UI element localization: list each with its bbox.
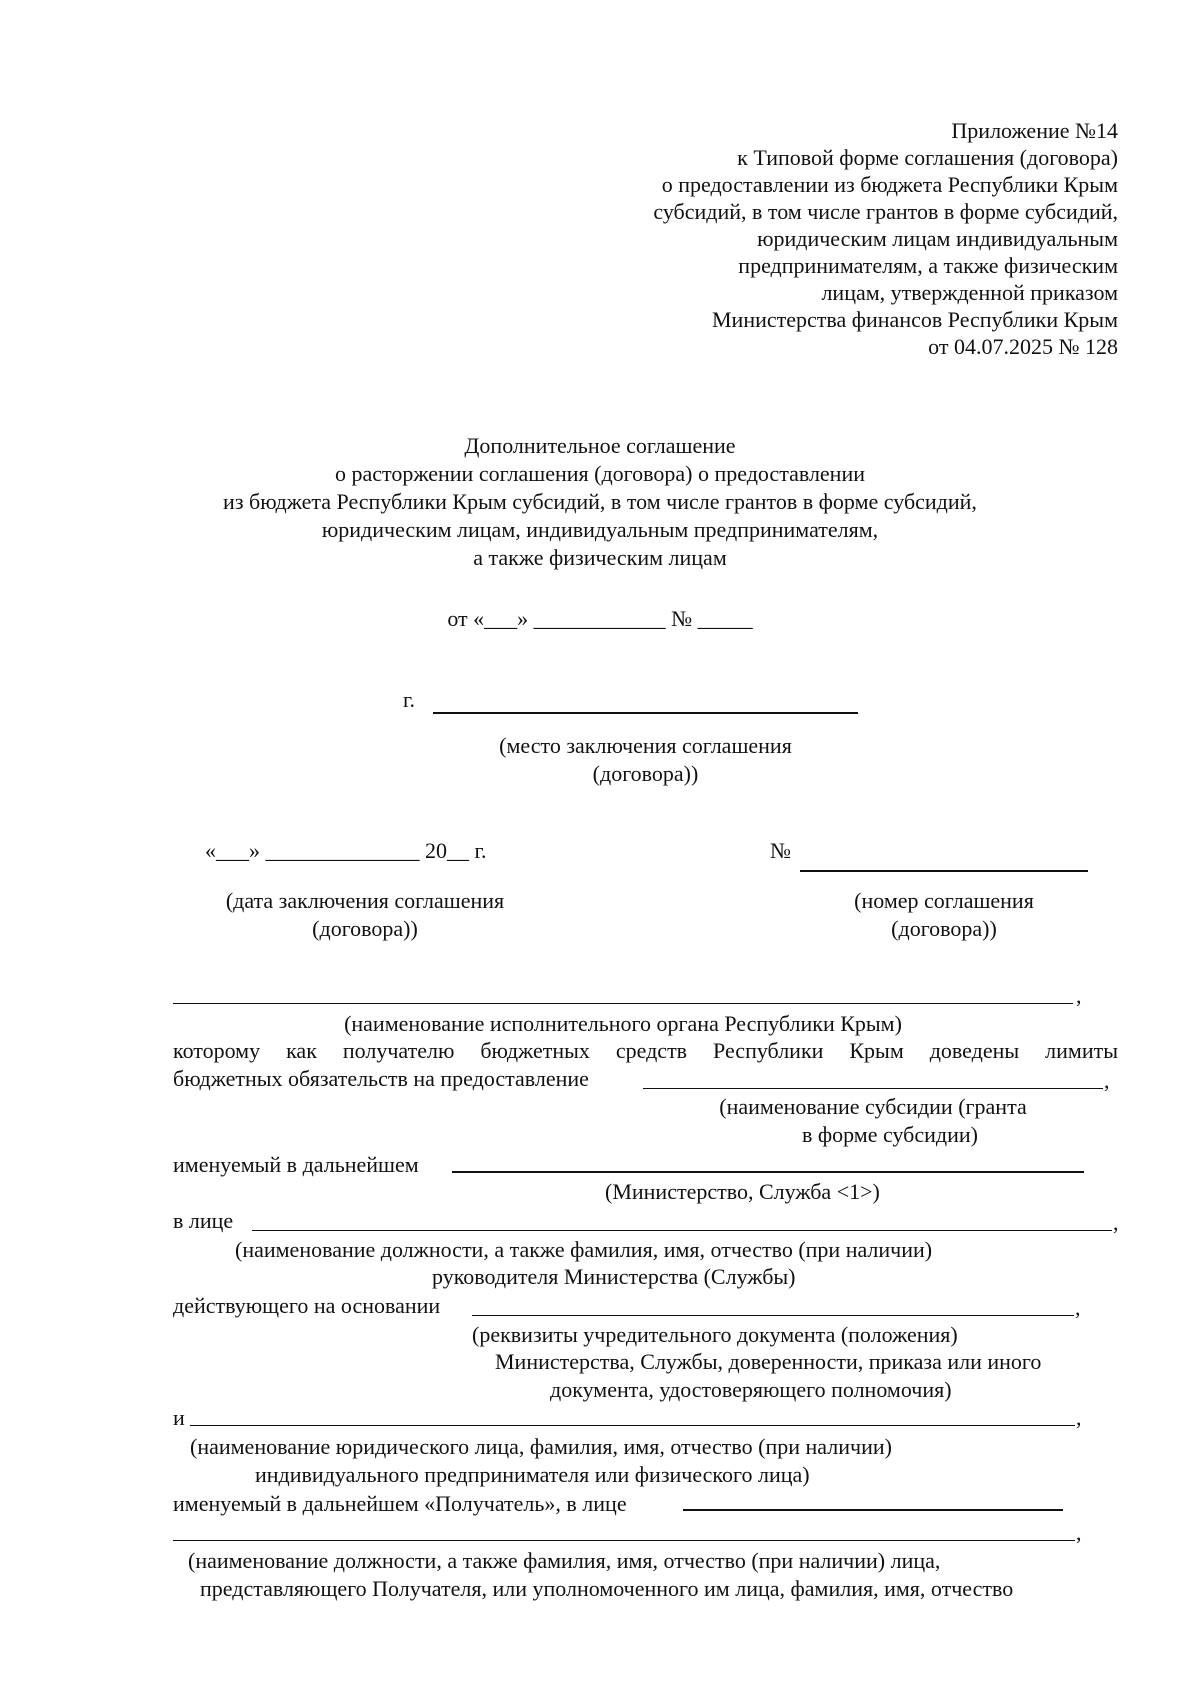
subsidy-caption: в форме субсидии) bbox=[802, 1122, 978, 1147]
title-line: а также физическим лицам bbox=[473, 545, 727, 570]
recipient-rep-line[interactable] bbox=[683, 1509, 1063, 1511]
conclusion-date-field[interactable]: «___» ______________ 20__ г. bbox=[205, 838, 487, 863]
recipient-named-text: именуемый в дальнейшем «Получатель», в лице bbox=[173, 1491, 627, 1516]
title-line: юридическим лицам, индивидуальным предпринимателям, bbox=[321, 517, 879, 542]
number-caption: (номер соглашения bbox=[854, 888, 1034, 913]
place-caption: (место заключения соглашения bbox=[499, 733, 792, 758]
appendix-line: от 04.07.2025 № 128 bbox=[928, 334, 1118, 359]
rep-caption: (наименование должности, а также фамилия, имя, отчество (при наличии) лица, bbox=[188, 1548, 941, 1573]
executive-body-caption: (наименование исполнительного органа Республики Крым) bbox=[344, 1011, 902, 1036]
appendix-line: к Типовой форме соглашения (договора) bbox=[737, 145, 1118, 170]
comma: , bbox=[1113, 1210, 1119, 1235]
and-text: и bbox=[173, 1405, 185, 1430]
obligations-text: бюджетных обязательств на предоставление bbox=[173, 1066, 589, 1091]
in-person-text: в лице bbox=[173, 1208, 234, 1233]
appendix-line: юридическим лицам индивидуальным bbox=[757, 226, 1118, 251]
entity-caption: индивидуального предпринимателя или физического лица) bbox=[255, 1462, 810, 1487]
recipient-entity-line[interactable] bbox=[190, 1425, 1075, 1426]
date-caption: (договора)) bbox=[312, 916, 418, 941]
named-text: именуемый в дальнейшем bbox=[173, 1152, 419, 1177]
ministry-name-line[interactable] bbox=[452, 1171, 1084, 1173]
recipient-paragraph: которому как получателю бюджетных средств Республики Крым доведены лимиты bbox=[173, 1038, 1118, 1063]
agreement-date-number-line: от «___» ____________ № _____ bbox=[447, 606, 753, 631]
number-prefix: № bbox=[770, 838, 791, 863]
rep-caption: представляющего Получателя, или уполномоченного им лица, фамилия, имя, отчество bbox=[200, 1576, 1014, 1601]
title-line: из бюджета Республики Крым субсидий, в том числе грантов в форме субсидий, bbox=[223, 489, 977, 514]
subsidy-name-line[interactable] bbox=[643, 1088, 1103, 1089]
comma: , bbox=[1076, 1405, 1082, 1430]
date-caption: (дата заключения соглашения bbox=[225, 888, 505, 913]
head-name-line[interactable] bbox=[252, 1230, 1112, 1231]
recipient-rep-line-2[interactable] bbox=[173, 1540, 1075, 1541]
basis-line[interactable] bbox=[472, 1315, 1074, 1316]
basis-caption: документа, удостоверяющего полномочия) bbox=[550, 1377, 952, 1402]
place-caption: (договора)) bbox=[592, 761, 699, 786]
place-field-line[interactable] bbox=[433, 712, 858, 714]
comma: , bbox=[1075, 1295, 1081, 1320]
appendix-line: лицам, утвержденной приказом bbox=[821, 280, 1118, 305]
number-caption: (договора)) bbox=[891, 916, 997, 941]
title-line: Дополнительное соглашение bbox=[464, 433, 736, 458]
appendix-header bbox=[560, 117, 1118, 360]
basis-caption: Министерства, Службы, доверенности, приказа или иного bbox=[495, 1349, 1042, 1374]
comma: , bbox=[1076, 1520, 1082, 1545]
comma: , bbox=[1076, 983, 1082, 1008]
executive-body-line[interactable] bbox=[173, 1003, 1073, 1004]
appendix-line: субсидий, в том числе грантов в форме субсидий, bbox=[653, 199, 1118, 224]
head-caption: руководителя Министерства (Службы) bbox=[432, 1264, 796, 1289]
entity-caption: (наименование юридического лица, фамилия, имя, отчество (при наличии) bbox=[190, 1434, 892, 1459]
comma: , bbox=[1104, 1068, 1110, 1093]
ministry-caption: (Министерство, Служба <1>) bbox=[605, 1179, 880, 1204]
head-caption: (наименование должности, а также фамилия, имя, отчество (при наличии) bbox=[235, 1237, 933, 1262]
title-line: о расторжении соглашения (договора) о предоставлении bbox=[334, 461, 866, 486]
appendix-line: о предоставлении из бюджета Республики Крым bbox=[661, 172, 1118, 197]
document-title bbox=[100, 432, 1100, 572]
city-prefix: г. bbox=[403, 687, 416, 712]
appendix-line: Министерства финансов Республики Крым bbox=[711, 307, 1118, 332]
subsidy-caption: (наименование субсидии (гранта bbox=[719, 1094, 1027, 1119]
agreement-number-line[interactable] bbox=[800, 870, 1088, 872]
basis-caption: (реквизиты учредительного документа (положения) bbox=[472, 1322, 958, 1347]
acting-text: действующего на основании bbox=[173, 1293, 441, 1318]
appendix-line: предпринимателям, а также физическим bbox=[738, 253, 1118, 278]
appendix-line: Приложение №14 bbox=[951, 118, 1118, 143]
